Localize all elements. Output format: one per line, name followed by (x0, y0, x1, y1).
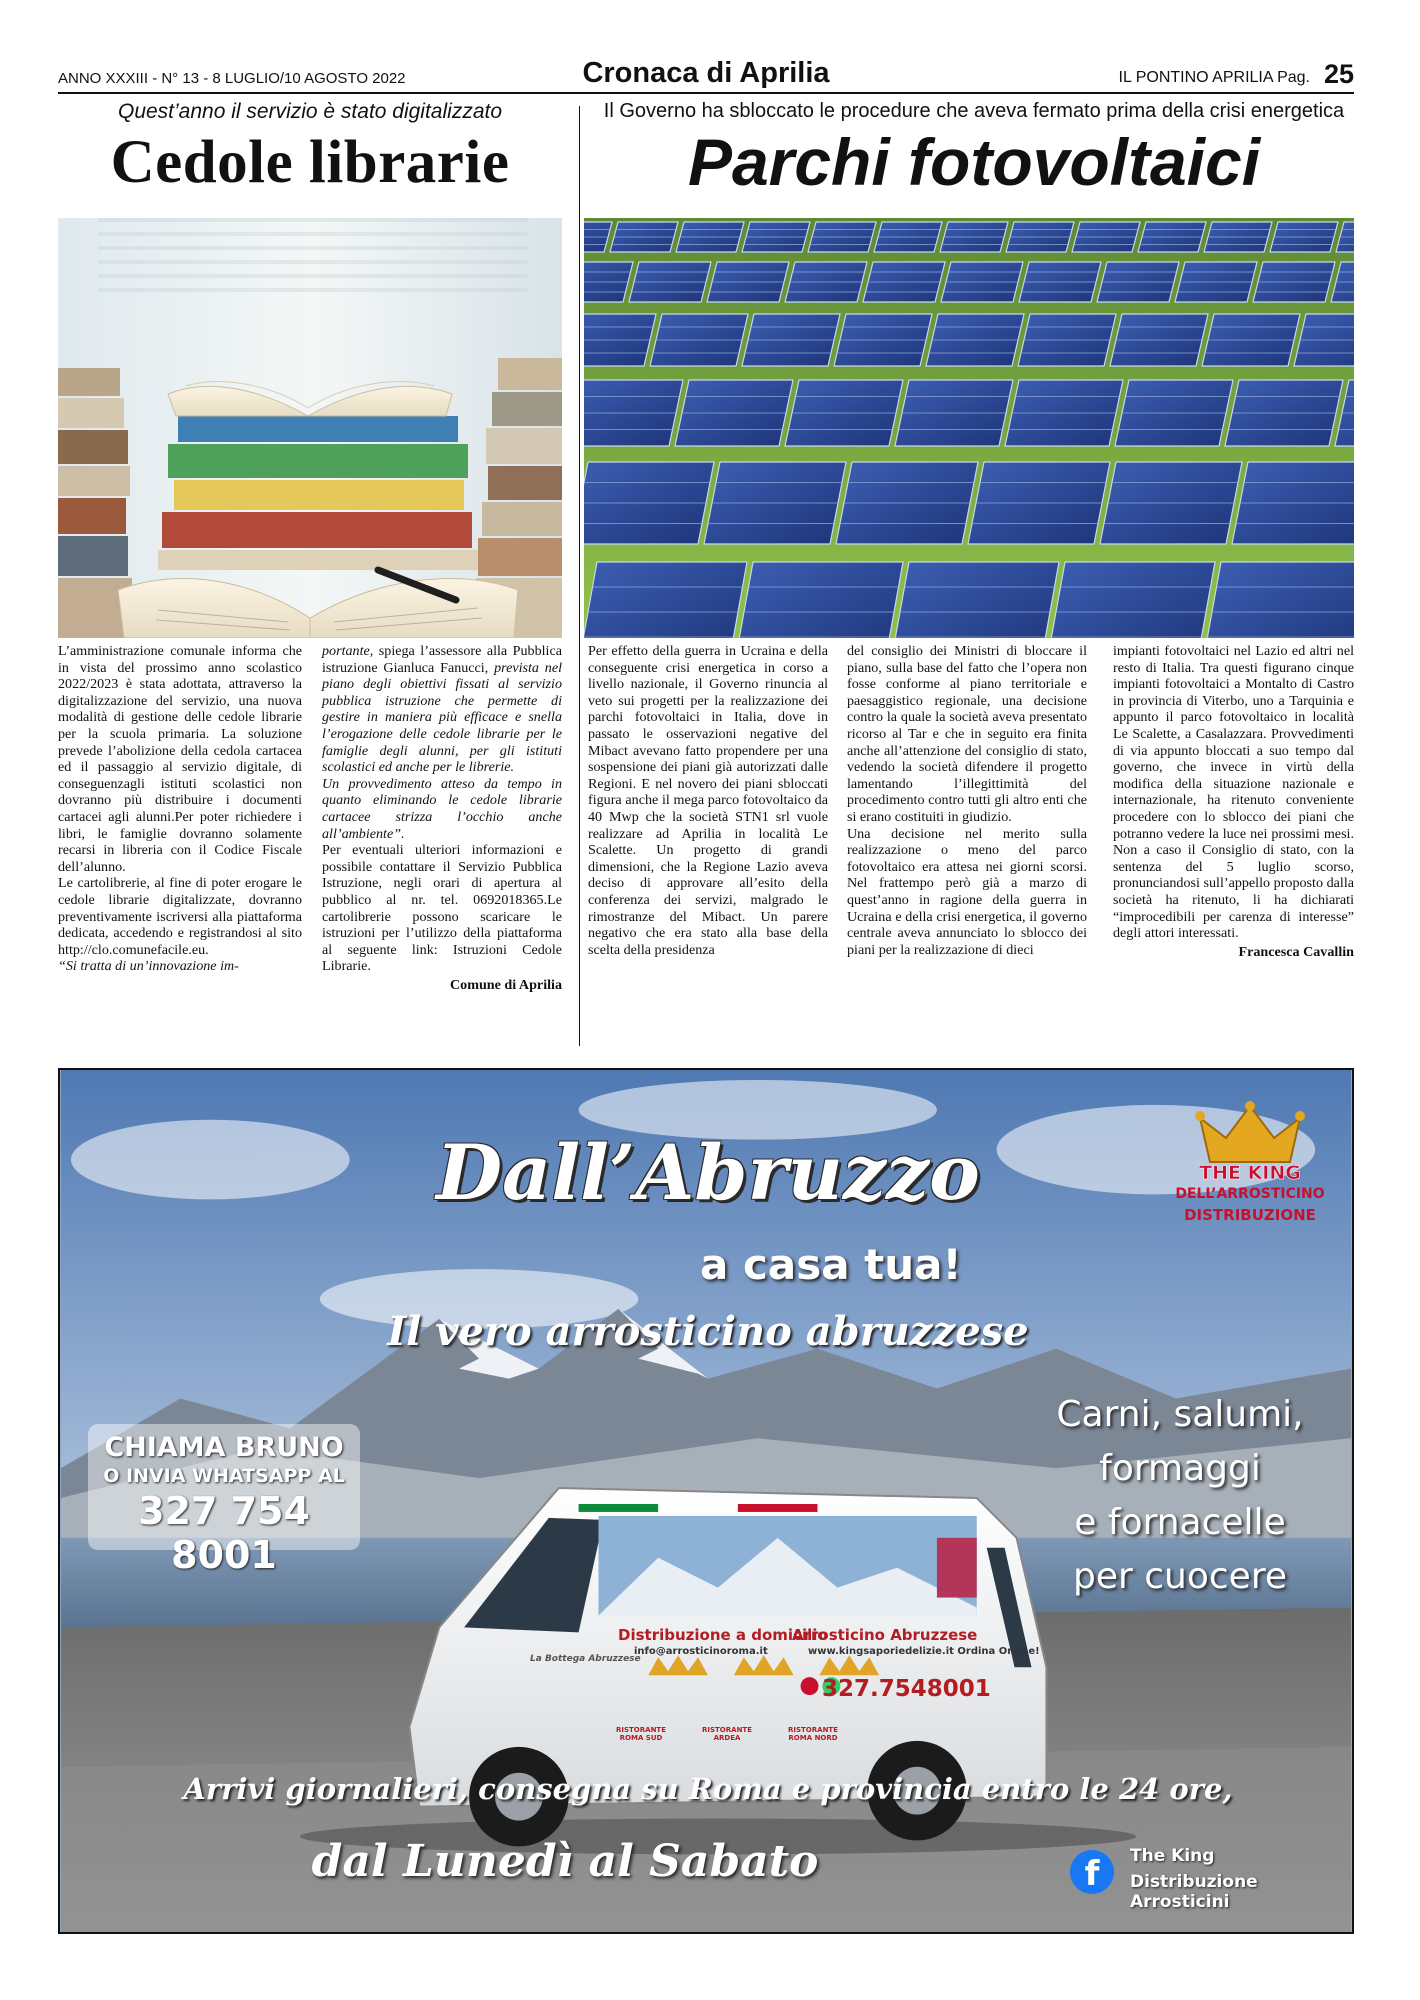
van-email: info@arrosticinoroma.it (634, 1646, 768, 1657)
books-photo (58, 218, 562, 638)
left-article-col-1 (58, 643, 302, 975)
left-kicker: Quest’anno il servizio è stato digitalizzato (117, 100, 503, 123)
paragraph: impianti fotovoltaici nel Lazio ed altri nel resto di Italia. Tra questi figurano cinque impianti fotovoltaici a Montalto di Castro in provincia di Viterbo, uno a Tarquinia e appunto il parco fotovoltaico in località Le Scalette, a Casalazzara. Provvedimenti di via appunto bloccati a suo tempo dal governo, che invece in virtù della modifica della situazione nazionale e internazionale, ha ritenuto conveniente procedere con lo sblocco dei piani che potranno vedere la luce nei prossimi mesi. Non a caso il Consiglio di stato, con la sentenza del 5 luglio scorso, pronunciandosi sull’appello proposto dalla società ha ritenuto, li ha dichiarati “improcedibili per carenza di interesse” degli attori interessati. (1113, 643, 1354, 942)
attribution-text: spiega l’assessore alla Pubblica istruzione Gianluca Fanucci, (322, 643, 562, 676)
quote-text: prevista nel piano degli obiettivi fissati al servizio pubblica istruzione che permette di gestire in maniera più efficace e snella l’erogazione delle cedole librarie per le famiglie degli alunni, per gli istituti scolastici ed anche per le librerie. (322, 659, 563, 776)
ad-tagline: Il vero arrosticino abruzzese (387, 1308, 1029, 1355)
call-box[interactable] (88, 1424, 360, 1577)
facebook-link[interactable] (1070, 1842, 1340, 1912)
solar-panel (584, 562, 747, 638)
logo-line-3: DISTRIBUZIONE (1184, 1206, 1316, 1224)
paragraph: Un provvedimento atteso da tempo in quanto eliminando le cedole librarie cartacee strizza l’occhio anche all’ambiente”. (322, 775, 562, 842)
solar-panel (1203, 562, 1354, 638)
ad-footer-line-2: dal Lunedì al Sabato (311, 1836, 819, 1887)
crown-icon (1170, 1100, 1330, 1170)
van-phone: 327.7548001 (822, 1676, 991, 1702)
masthead (58, 54, 1354, 94)
facebook-name-line-1: The King (1130, 1846, 1215, 1866)
paragraph: Per effetto della guerra in Ucraina e della conseguente crisi energetica in corso a livello nazionale, il Governo rinuncia al veto sui progetti per la realizzazione dei parchi fotovoltaici in Italia, dove in passato le osservazioni negative del Mibact avevano fatto propendere per una sospensione dei piani già autorizzati dalle Regioni. E nel novero dei piani sbloccati figura anche il mega parco fotovoltaico da 40 Mwp che la società STN1 srl vuole realizzare ad Aprilia in località Le Scalette. Un progetto di grandi dimensioni, che la Regione Lazio aveva deciso di approvare all’esito della conferenza dei servizi, malgrado le rimostranze del Mibact. Un parere negativo che era stato alla base della scelta della presidenza (588, 643, 828, 958)
paragraph: Una decisione nel merito sulla realizzazione o meno del parco fotovoltaico era attesa nei giorni scorsi. Nel frattempo però già a marzo di quest’anno in ragione della guerra in Ucraina e della crisi energetica, il governo centrale aveva annunciato lo sblocco dei piani per la realizzazione di dieci (847, 825, 1087, 958)
solar-photo (584, 218, 1354, 638)
advertisement[interactable] (58, 1068, 1354, 1934)
product-line: formaggi (1099, 1448, 1261, 1489)
call-line-1: CHIAMA BRUNO (104, 1432, 344, 1463)
right-article-col-3 (1113, 643, 1354, 960)
ad-subtitle: a casa tua! (700, 1240, 962, 1289)
quote-text: portante, (322, 643, 374, 659)
right-signature: Francesca Cavallin (1238, 943, 1354, 960)
page-number: 25 (1323, 59, 1354, 89)
left-headline: Cedole librarie (110, 129, 510, 196)
solar-panel (735, 562, 903, 638)
solar-panel (891, 562, 1059, 638)
paragraph (322, 643, 562, 776)
call-line-2: O INVIA WHATSAPP AL (103, 1465, 345, 1487)
van-shop-name: La Bottega Abruzzese (530, 1654, 641, 1664)
right-kicker: Il Governo ha sbloccato le procedure che aveva fermato prima della crisi energetica (603, 100, 1345, 122)
van-website: www.kingsaporiedelizie.it Ordina Online! (808, 1646, 1040, 1657)
van-distribution-label: Distribuzione a domicilio (618, 1626, 828, 1644)
the-king-logo (1170, 1100, 1330, 1250)
issue-info: ANNO XXXIII - N° 13 - 8 LUGLIO/10 AGOSTO 2022 (58, 70, 406, 87)
column-divider (579, 106, 580, 1046)
paragraph: “Si tratta di un’innovazione im- (58, 958, 239, 975)
product-line: e fornacelle (1074, 1502, 1286, 1543)
product-line: per cuocere (1073, 1556, 1287, 1597)
paper-name: IL PONTINO APRILIA Pag. (1118, 69, 1310, 86)
product-line: Carni, salumi, (1056, 1394, 1304, 1435)
solar-panel (1047, 562, 1215, 638)
logo-line-2: DELL’ARROSTICINO (1175, 1186, 1325, 1202)
van-restaurant: RISTORANTE ROMA NORD (788, 1726, 838, 1742)
van-restaurant: RISTORANTE ARDEA (702, 1726, 752, 1742)
left-article-col-2 (322, 643, 562, 993)
right-article-col-1 (588, 643, 828, 958)
van-restaurant: RISTORANTE ROMA SUD (616, 1726, 666, 1742)
facebook-icon: f (1070, 1850, 1114, 1894)
left-signature: Comune di Aprilia (450, 976, 562, 993)
paragraph: del consiglio dei Ministri di bloccare il piano, sulla base del fatto che l’opera non fosse conforme al piano territoriale e paesaggistico regionale, una decisione contro la quale la società aveva presentato ricorso al Tar e che in seguito era finita anche all’attenzione del consiglio di stato, vedendo la società difendere il progetto lamentando l’illegittimità del procedimento contro tutti gli altro enti che si erano costituiti in giudizio. (847, 643, 1087, 825)
section-title: Cronaca di Aprilia (582, 57, 830, 89)
right-article-col-2 (847, 643, 1087, 958)
logo-line-1: THE KING (1199, 1162, 1301, 1184)
ad-title: Dall’Abruzzo (436, 1128, 980, 1217)
paragraph: L’amministrazione comunale informa che in vista del prossimo anno scolastico 2022/2023 è stata adottata, attraverso la digitalizzazione del servizio, una nuova modalità di gestione delle cedole librarie per la scuola primaria. La soluzione prevede l’abolizione della cedola cartacea ed il passaggio al servizio digitale, di conseguenzagli istituti scolastici non dovranno più distribuire i documenti cartacei agli alunni.Per poter richiedere i libri, le famiglie dovranno solamente recarsi in libreria con il Codice Fiscale dell’alunno. (58, 643, 302, 875)
paragraph: Le cartolibrerie, al fine di poter erogare le cedole librarie digitalizzate, dovranno preventivamente iscriversi alla piattaforma dedicata, accedendo e registrandosi al sito http://clo.comunefacile.eu. (58, 875, 302, 958)
facebook-name-line-2: Distribuzione Arrosticini (1130, 1872, 1258, 1912)
product-list (1020, 1388, 1340, 1604)
van-product-label: Arrosticino Abruzzese (792, 1626, 978, 1644)
call-phone-number[interactable]: 327 754 8001 (138, 1489, 310, 1577)
right-headline: Parchi fotovoltaici (687, 125, 1261, 199)
ad-footer-line-1: Arrivi giornalieri, consegna su Roma e provincia entro le 24 ore, (183, 1772, 1233, 1806)
paragraph: Per eventuali ulteriori informazioni e possibile contattare il Servizio Pubblica Istruzione, negli orari di apertura al pubblico al nr. tel. 0692018365.Le cartolibrerie possono scaricare le istruzioni per l’utilizzo della piattaforma al seguente link: Istruzioni Cedole Librarie. (322, 842, 562, 975)
